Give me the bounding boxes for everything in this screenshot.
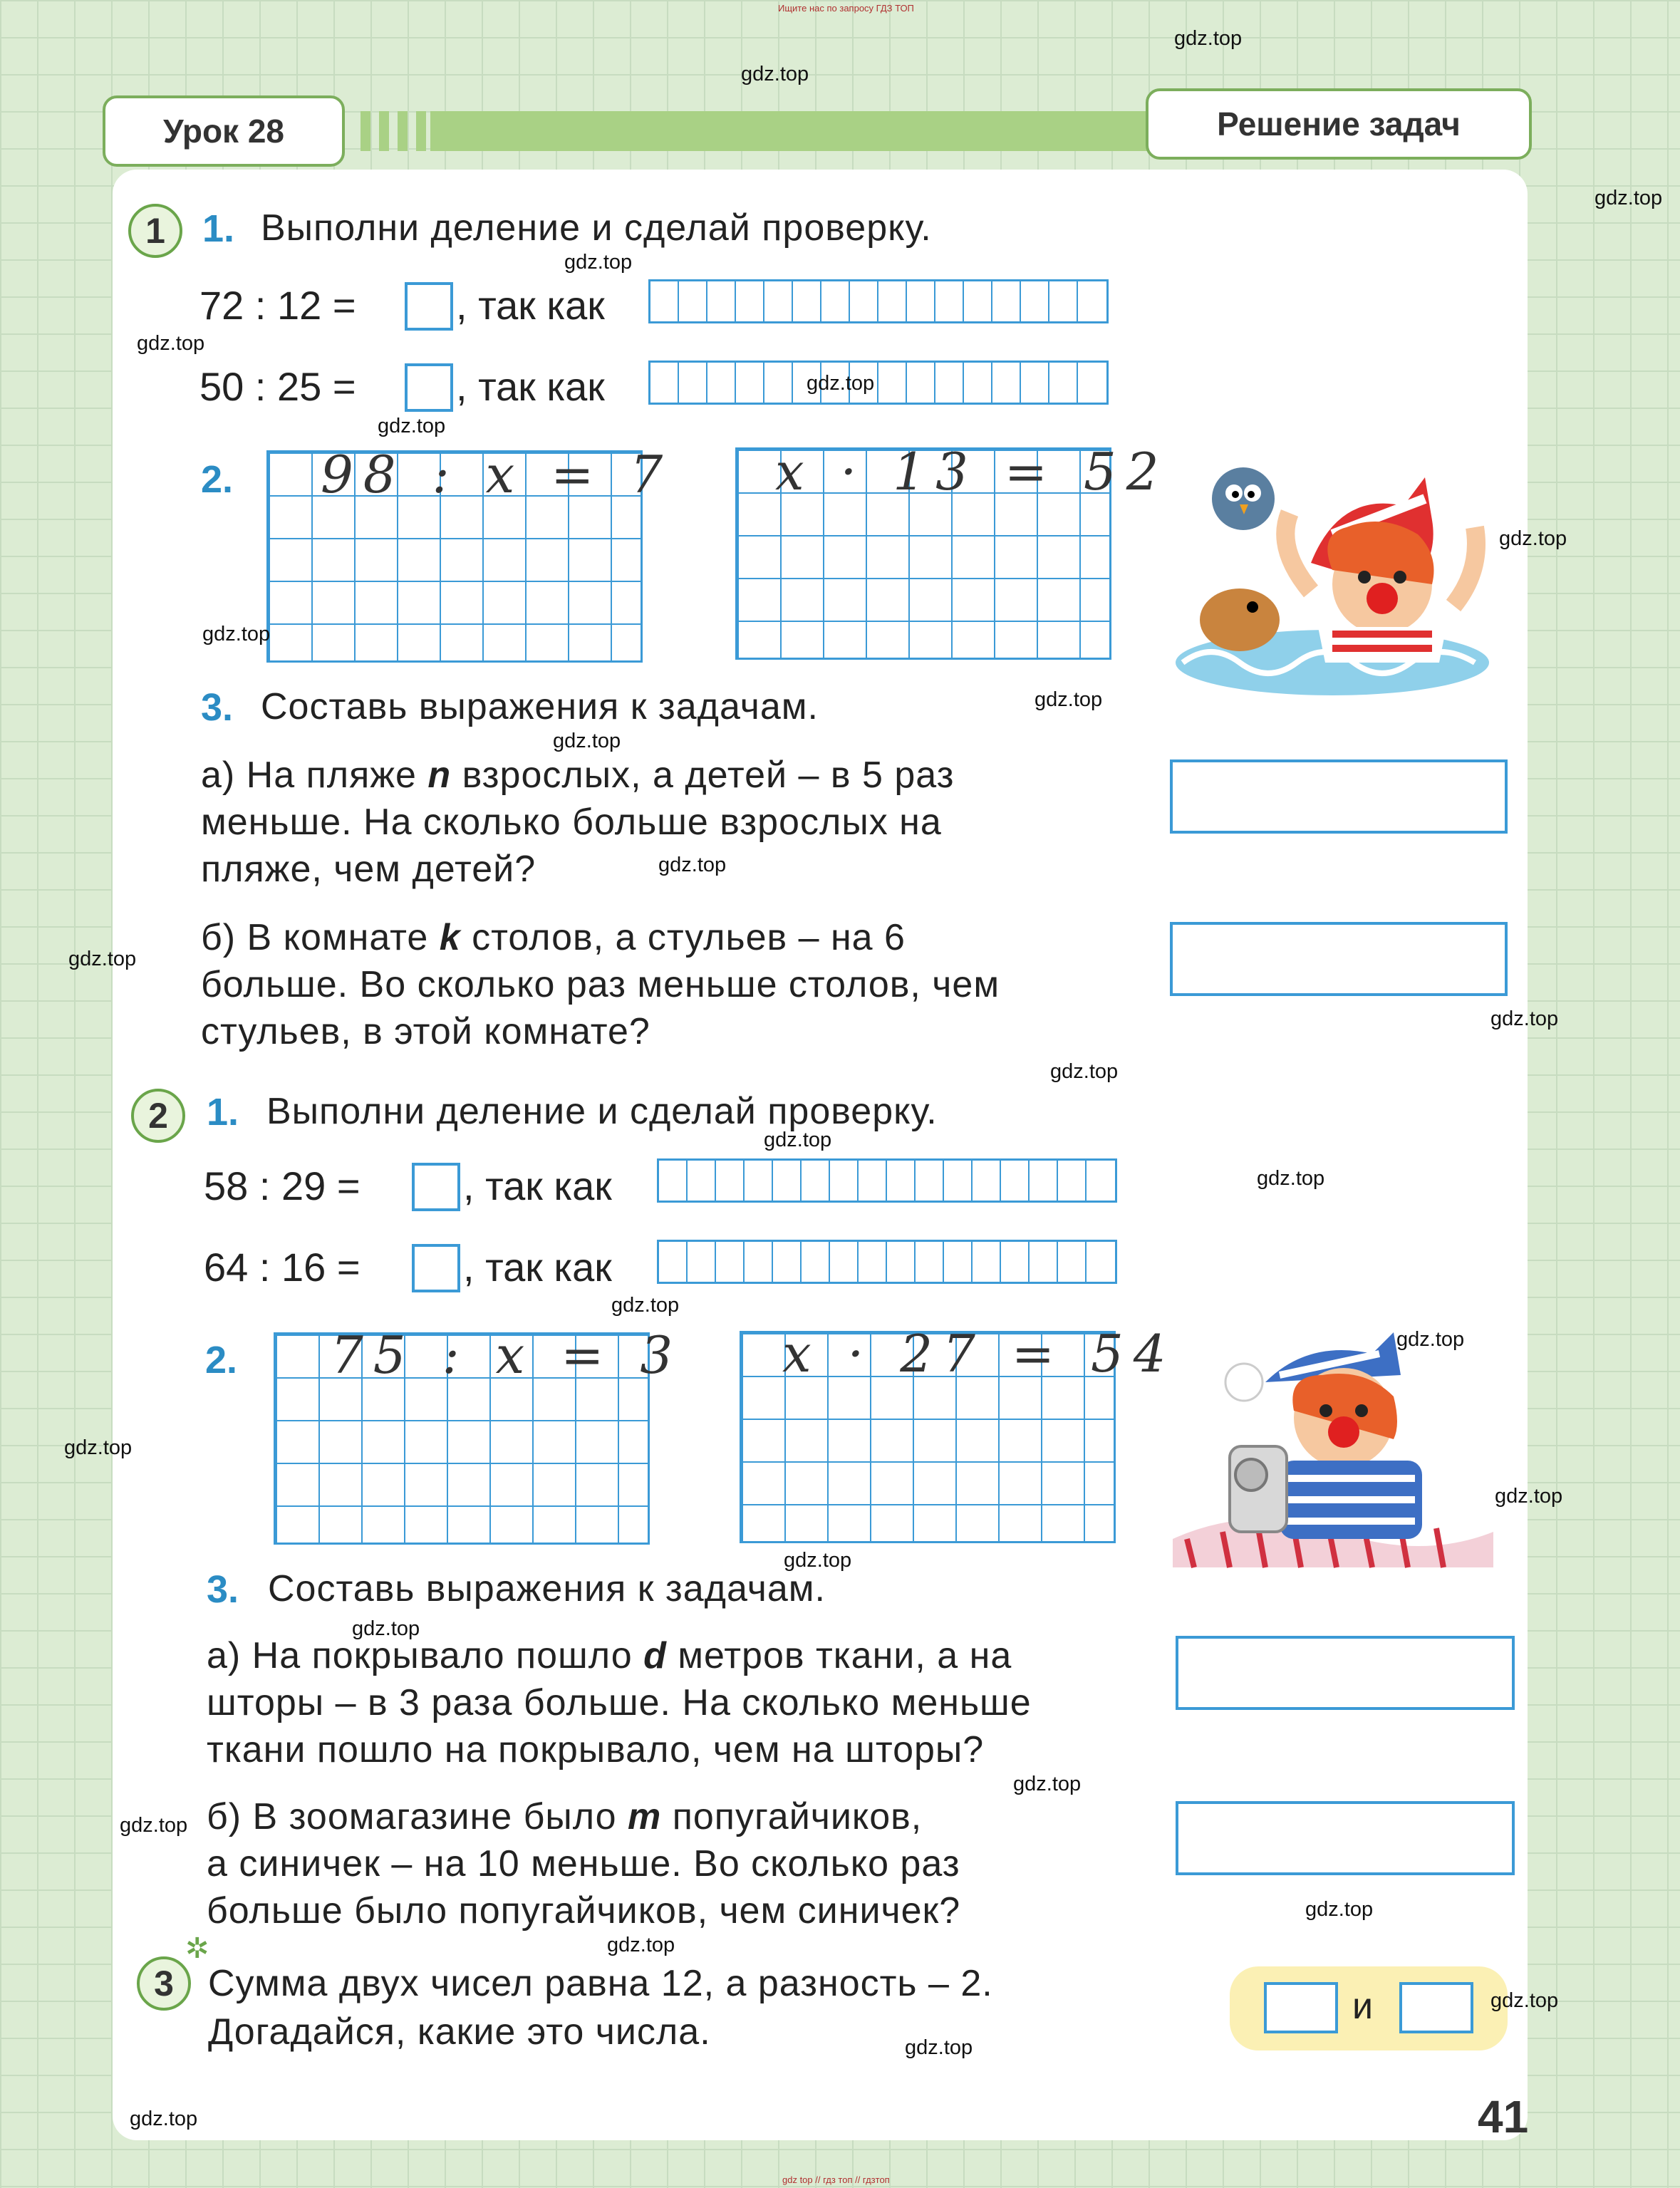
header-stripe (379, 111, 389, 151)
s1-task3b-line3: стульев, в этой комнате? (201, 1011, 650, 1052)
asterisk-star-icon: ✲ (185, 1932, 209, 1965)
watermark: gdz.top (202, 623, 271, 645)
watermark: gdz.top (1495, 1485, 1563, 1508)
s1-task1-number: 1. (202, 207, 235, 250)
watermark: gdz.top (807, 372, 875, 395)
s2-eq2-check-row[interactable] (657, 1240, 1117, 1284)
page-number: 41 (1478, 2091, 1529, 2142)
s2-task3a-line1: а) На покрывало пошло d метров ткани, а на (207, 1635, 1012, 1676)
s2-equation-right: x · 27 = 54 (782, 1324, 1176, 1384)
s3-line2: Догадайся, какие это числа. (208, 2011, 711, 2053)
s2-task1-number: 1. (207, 1091, 239, 1134)
top-note: Ищите нас по запросу ГДЗ ТОП (778, 3, 914, 14)
s1-equation-left: 98 : x = 7 (321, 445, 673, 504)
s1-task3-text: Составь выражения к задачам. (261, 686, 819, 727)
s1-task3a-line2: меньше. На сколько больше взрослых на (201, 802, 942, 843)
s1-eq1-check-row[interactable] (648, 279, 1109, 323)
s2-task3a-answer-box[interactable] (1176, 1636, 1515, 1710)
topic-tag: Решение задач (1146, 88, 1532, 160)
watermark: gdz.top (352, 1617, 420, 1640)
s1-equation-right: x · 13 = 52 (775, 442, 1169, 502)
s1-eq1-answer-box[interactable] (405, 282, 453, 331)
watermark: gdz.top (1050, 1060, 1119, 1083)
s2-task3a-line3: ткани пошло на покрывало, чем на шторы? (207, 1729, 985, 1770)
watermark: gdz.top (784, 1549, 852, 1572)
watermark: gdz.top (137, 332, 205, 355)
s2-eq1-answer-box[interactable] (412, 1163, 460, 1211)
s2-eq1: 58 : 29 = (204, 1163, 361, 1208)
watermark: gdz.top (764, 1129, 832, 1151)
watermark: gdz.top (378, 415, 446, 437)
watermark: gdz.top (1305, 1898, 1374, 1921)
s3-answer-box-1[interactable] (1264, 1982, 1338, 2033)
watermark: gdz.top (130, 2107, 198, 2130)
watermark: gdz.top (741, 63, 809, 85)
watermark: gdz.top (1396, 1328, 1465, 1351)
watermark: gdz.top (1035, 688, 1103, 711)
s1-task3b-line1: б) В комнате k столов, а стульев – на 6 (201, 917, 906, 958)
watermark: gdz.top (905, 2036, 973, 2059)
watermark: gdz.top (1013, 1773, 1082, 1795)
s1-task3b-answer-box[interactable] (1170, 922, 1508, 996)
s2-eq1-check-row[interactable] (657, 1158, 1117, 1203)
watermark: gdz.top (553, 730, 621, 752)
s1-task3a-line3: пляже, чем детей? (201, 849, 536, 890)
s1-task3b-line2: больше. Во сколько раз меньше столов, чем (201, 964, 1000, 1005)
watermark: gdz.top (607, 1934, 675, 1956)
header-stripe (416, 111, 426, 151)
s1-task3-number: 3. (201, 686, 234, 729)
s2-task2-number: 2. (205, 1339, 238, 1381)
watermark: gdz.top (1499, 527, 1567, 550)
s2-task3b-line1: б) В зоомагазине было m попугайчиков, (207, 1796, 923, 1837)
s2-task1-text: Выполни деление и сделай проверку. (266, 1091, 938, 1132)
watermark: gdz.top (1595, 187, 1663, 209)
s1-eq1-because: , так как (456, 283, 605, 328)
clown-sewing-illustration (1166, 1325, 1500, 1582)
s2-eq2: 64 : 16 = (204, 1245, 361, 1290)
s2-task3a-line2: шторы – в 3 раза больше. На сколько меньше (207, 1682, 1032, 1723)
clown-swimming-illustration (1168, 449, 1496, 698)
s2-eq2-because: , так как (463, 1245, 612, 1290)
header-stripe (361, 111, 370, 151)
lesson-tag: Урок 28 (103, 95, 345, 167)
section-2-badge: 2 (131, 1089, 185, 1143)
s2-eq1-because: , так как (463, 1163, 612, 1208)
watermark: gdz.top (564, 251, 633, 274)
s2-task3b-line3: больше было попугайчиков, чем синичек? (207, 1890, 961, 1932)
s1-eq1: 72 : 12 = (199, 283, 356, 328)
s3-line1: Сумма двух чисел равна 12, а разность – 2. (208, 1963, 993, 2004)
s1-task3a-line1: а) На пляже n взрослых, а детей – в 5 раз (201, 755, 955, 796)
watermark: gdz.top (68, 948, 137, 970)
s2-task3-number: 3. (207, 1568, 239, 1611)
watermark: gdz.top (1490, 1989, 1559, 2012)
s3-and: и (1352, 1986, 1374, 2027)
watermark: gdz.top (64, 1436, 133, 1459)
watermark: gdz.top (611, 1294, 680, 1317)
watermark: gdz.top (120, 1814, 188, 1837)
footer-note: gdz top // гдз топ // гдзтоп (782, 2174, 890, 2185)
s2-equation-left: 75 : x = 3 (331, 1325, 683, 1385)
s1-eq2: 50 : 25 = (199, 364, 356, 409)
watermark: gdz.top (1257, 1167, 1325, 1190)
s2-task3b-line2: а синичек – на 10 меньше. Во сколько раз (207, 1843, 960, 1884)
section-3-badge: 3 (137, 1956, 191, 2011)
s2-task3-text: Составь выражения к задачам. (268, 1568, 826, 1609)
watermark: gdz.top (658, 854, 727, 876)
s1-eq2-because: , так как (456, 364, 605, 409)
s1-task1-text: Выполни деление и сделай проверку. (261, 207, 932, 249)
header-bar (430, 111, 1150, 151)
watermark: gdz.top (1490, 1007, 1559, 1030)
s1-task2-number: 2. (201, 458, 234, 501)
section-1-badge: 1 (128, 204, 182, 258)
s3-answer-box-2[interactable] (1399, 1982, 1473, 2033)
s2-task3b-answer-box[interactable] (1176, 1801, 1515, 1875)
watermark: gdz.top (1174, 27, 1243, 50)
s1-eq2-answer-box[interactable] (405, 363, 453, 412)
header-stripe (398, 111, 408, 151)
s2-eq2-answer-box[interactable] (412, 1244, 460, 1292)
s1-eq2-check-row[interactable] (648, 361, 1109, 405)
s1-task3a-answer-box[interactable] (1170, 759, 1508, 834)
